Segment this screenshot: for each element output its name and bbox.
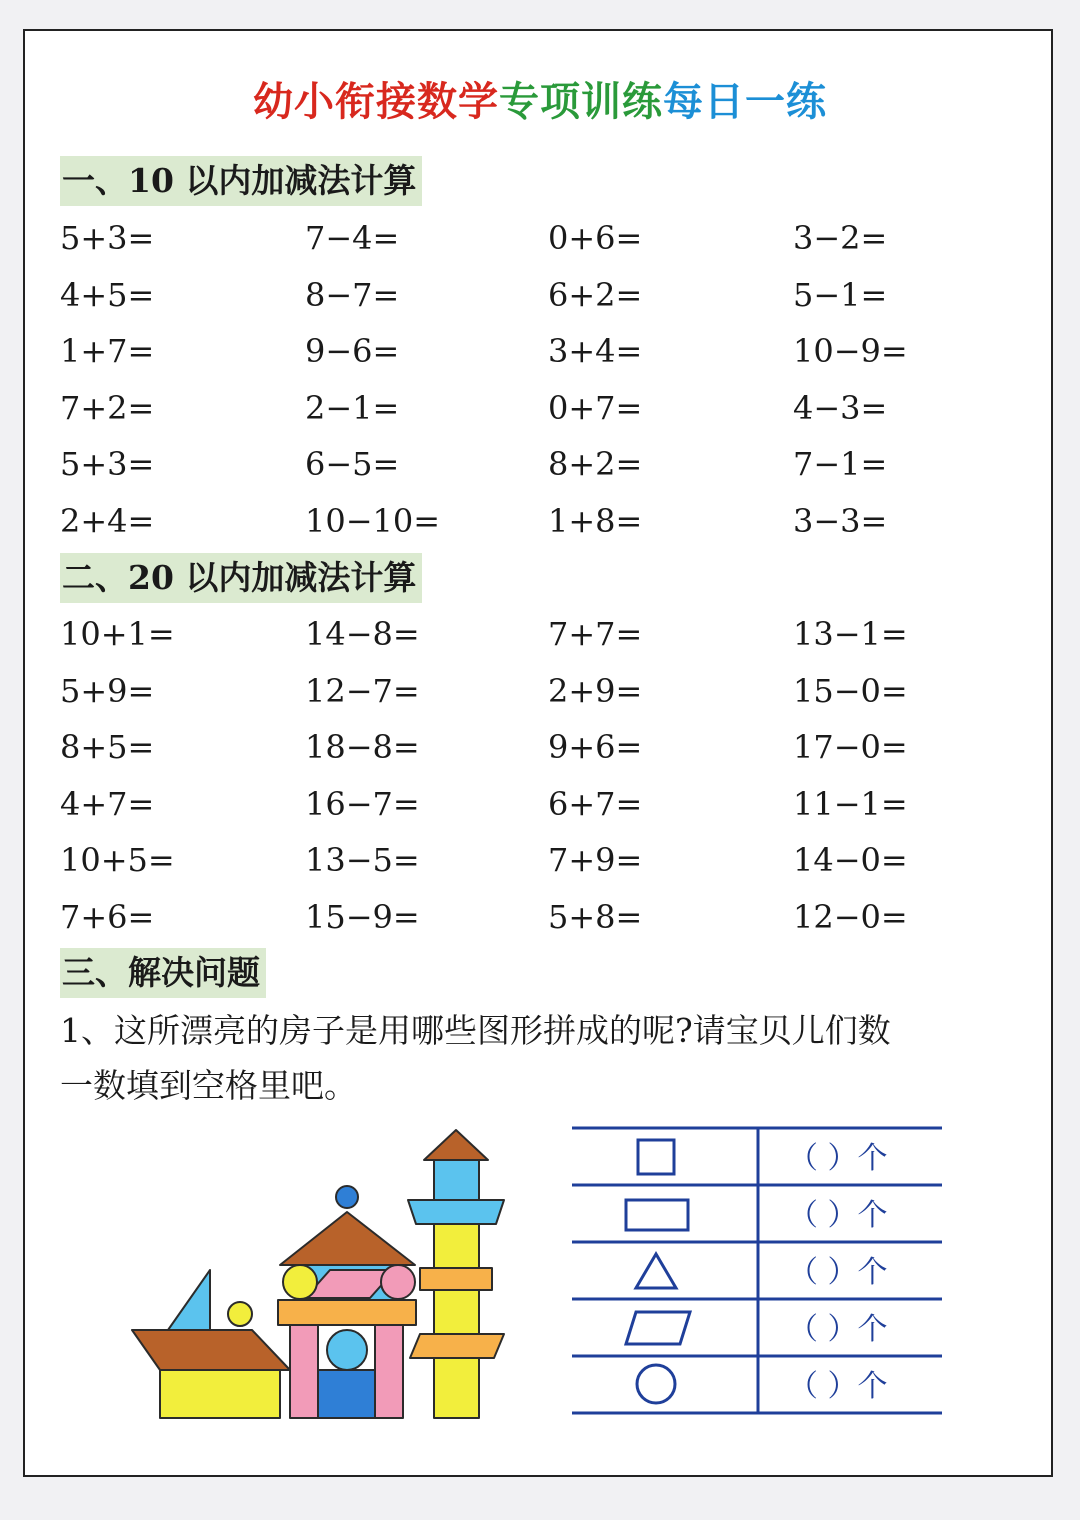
problem: 13−5= bbox=[305, 841, 420, 879]
problem: 14−0= bbox=[793, 841, 908, 879]
sail-triangle bbox=[168, 1270, 210, 1330]
question-line-2: 一数填到空格里吧。 bbox=[60, 1066, 357, 1105]
circle-icon bbox=[637, 1365, 675, 1403]
answer-blank: （ ）个 bbox=[788, 1369, 888, 1404]
tower-roof-triangle bbox=[424, 1130, 488, 1160]
problem: 8−7= bbox=[305, 276, 400, 314]
problem: 8+5= bbox=[60, 728, 155, 766]
section-2-heading: 二、20 以内加减法计算 bbox=[60, 553, 422, 603]
section-3-heading: 三、解决问题 bbox=[60, 948, 266, 998]
problem: 9−6= bbox=[305, 332, 400, 370]
problem: 7−1= bbox=[793, 445, 888, 483]
tower-upper-block bbox=[434, 1224, 479, 1268]
left-roof-trapezoid bbox=[132, 1330, 290, 1370]
problem: 1+7= bbox=[60, 332, 155, 370]
problem: 5+3= bbox=[60, 445, 155, 483]
problem: 3−3= bbox=[793, 502, 888, 540]
title-part-1: 幼小衔接数学 bbox=[253, 79, 499, 125]
rectangle-icon bbox=[626, 1200, 688, 1230]
small-yellow-circle bbox=[228, 1302, 252, 1326]
roof-top-circle bbox=[336, 1186, 358, 1208]
tower-top-block bbox=[434, 1160, 479, 1200]
middle-circle bbox=[327, 1330, 367, 1370]
problem: 7+7= bbox=[548, 615, 643, 653]
section-1-heading: 一、10 以内加减法计算 bbox=[60, 156, 422, 206]
problem: 5+8= bbox=[548, 898, 643, 936]
problem: 4−3= bbox=[793, 389, 888, 427]
answer-blank: （ ）个 bbox=[788, 1141, 888, 1176]
problem: 8+2= bbox=[548, 445, 643, 483]
problem: 6+7= bbox=[548, 785, 643, 823]
problem-row bbox=[60, 889, 1020, 945]
page-title bbox=[0, 70, 1080, 127]
problem-row bbox=[60, 210, 1020, 266]
problem-row bbox=[60, 436, 1020, 492]
problem: 15−0= bbox=[793, 672, 908, 710]
block-house-illustration bbox=[120, 1120, 520, 1430]
problem: 5+3= bbox=[60, 219, 155, 257]
problem: 4+5= bbox=[60, 276, 155, 314]
problem: 7−4= bbox=[305, 219, 400, 257]
problem: 10+1= bbox=[60, 615, 175, 653]
problem: 7+2= bbox=[60, 389, 155, 427]
problem: 2+9= bbox=[548, 672, 643, 710]
problem: 2+4= bbox=[60, 502, 155, 540]
tower-middle-block bbox=[434, 1290, 479, 1334]
left-base-rectangle bbox=[160, 1370, 280, 1418]
problem-row bbox=[60, 832, 1020, 888]
answer-blank: （ ）个 bbox=[788, 1312, 888, 1347]
tower-trapezoid bbox=[408, 1200, 504, 1224]
answer-blank: （ ）个 bbox=[788, 1255, 888, 1290]
right-pink-circle bbox=[381, 1265, 415, 1299]
tower-base-block bbox=[434, 1358, 479, 1418]
question-line-1: 1、这所漂亮的房子是用哪些图形拼成的呢?请宝贝儿们数 bbox=[60, 1011, 891, 1050]
problem: 6+2= bbox=[548, 276, 643, 314]
shape-count-table bbox=[570, 1120, 950, 1420]
problem: 2−1= bbox=[305, 389, 400, 427]
problem: 15−9= bbox=[305, 898, 420, 936]
title-part-3: 每日一练 bbox=[663, 79, 827, 125]
problem-row bbox=[60, 323, 1020, 379]
left-yellow-circle bbox=[283, 1265, 317, 1299]
door-block bbox=[318, 1370, 375, 1418]
problem-row bbox=[60, 719, 1020, 775]
problem: 12−0= bbox=[793, 898, 908, 936]
problem: 9+6= bbox=[548, 728, 643, 766]
problem-row bbox=[60, 663, 1020, 719]
tower-parallelogram bbox=[410, 1334, 504, 1358]
tower-beam bbox=[420, 1268, 492, 1290]
problem-row bbox=[60, 267, 1020, 323]
problem: 17−0= bbox=[793, 728, 908, 766]
problem: 10+5= bbox=[60, 841, 175, 879]
problem: 3−2= bbox=[793, 219, 888, 257]
problem: 5+9= bbox=[60, 672, 155, 710]
middle-roof-triangle bbox=[280, 1212, 415, 1265]
left-pillar bbox=[290, 1325, 318, 1418]
right-pillar bbox=[375, 1325, 403, 1418]
problem-row bbox=[60, 606, 1020, 662]
problem: 4+7= bbox=[60, 785, 155, 823]
problem: 3+4= bbox=[548, 332, 643, 370]
title-part-2: 专项训练 bbox=[499, 79, 663, 125]
problem-row bbox=[60, 776, 1020, 832]
problem: 13−1= bbox=[793, 615, 908, 653]
middle-beam bbox=[278, 1300, 416, 1325]
problem: 14−8= bbox=[305, 615, 420, 653]
answer-blank: （ ）个 bbox=[788, 1198, 888, 1233]
square-icon bbox=[638, 1140, 674, 1174]
problem: 10−10= bbox=[305, 502, 441, 540]
triangle-icon bbox=[636, 1254, 676, 1288]
parallelogram-icon bbox=[626, 1312, 690, 1344]
problem: 7+6= bbox=[60, 898, 155, 936]
problem: 7+9= bbox=[548, 841, 643, 879]
problem: 10−9= bbox=[793, 332, 908, 370]
problem: 0+6= bbox=[548, 219, 643, 257]
problem: 5−1= bbox=[793, 276, 888, 314]
problem: 1+8= bbox=[548, 502, 643, 540]
problem: 0+7= bbox=[548, 389, 643, 427]
problem-row bbox=[60, 380, 1020, 436]
problem: 12−7= bbox=[305, 672, 420, 710]
problem-row bbox=[60, 493, 1020, 549]
problem: 18−8= bbox=[305, 728, 420, 766]
problem: 16−7= bbox=[305, 785, 420, 823]
problem: 6−5= bbox=[305, 445, 400, 483]
problem: 11−1= bbox=[793, 785, 908, 823]
